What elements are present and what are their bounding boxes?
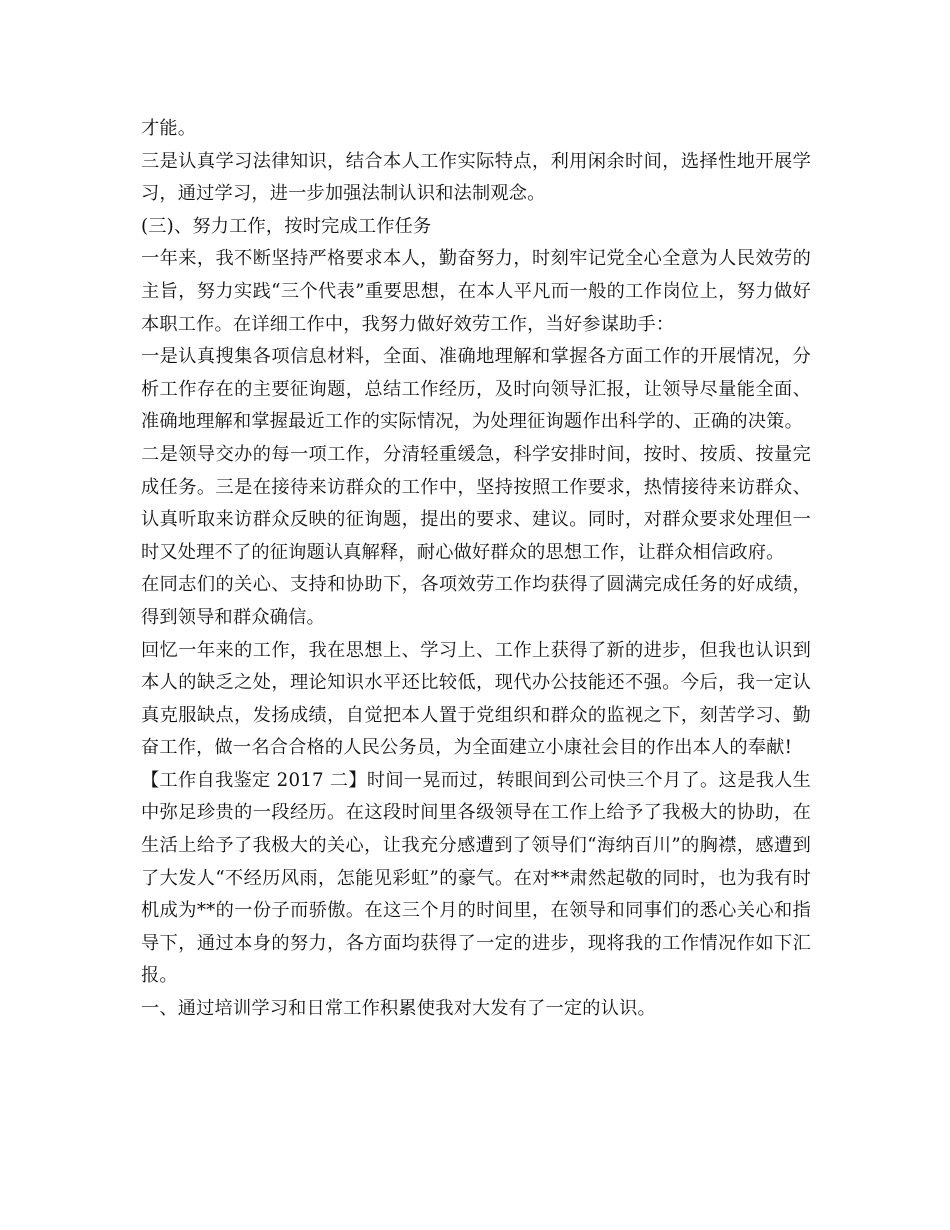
paragraph-9: 【工作自我鉴定 2017 二】时间一晃而过，转眼间到公司快三个月了。这是我人生中弥足珍贵的一段经历。在这段时间里各级领导在工作上给予了我极大的协助，在生活上给予了我极大的关心，让我充分感遭到了领导们“海纳百川”的胸襟，感遭到了大发人“不经历风雨，怎能见彩虹”的豪气。在对**肃然起敬的同时，也为我有时机成为**的一份子而骄傲。在这三个月的时间里，在领导和同事们的悉心关心和指导下，通过本身的努力，各方面均获得了一定的进步，现将我的工作情况作如下汇报。 — [141, 769, 811, 987]
paragraph-3-heading: (三)、努力工作，按时完成工作任务 — [141, 215, 432, 237]
document-body — [141, 113, 811, 1026]
paragraph-7: 在同志们的关心、支持和协助下，各项效劳工作均获得了圆满完成任务的好成绩，得到领导和群众确信。 — [141, 574, 811, 628]
paragraph-1: 才能。 — [141, 118, 197, 139]
paragraph-5: 一是认真搜集各项信息材料，全面、准确地理解和掌握各方面工作的开展情况，分析工作存在的主要征询题，总结工作经历，及时向领导汇报，让领导尽量能全面、准确地理解和掌握最近工作的实际情况，为处理征询题作出科学的、正确的决策。 — [141, 346, 811, 433]
paragraph-4: 一年来，我不断坚持严格要求本人，勤奋努力，时刻牢记党全心全意为人民效劳的主旨，努力实践“三个代表”重要思想，在本人平凡而一般的工作岗位上，努力做好本职工作。在详细工作中，我努力做好效劳工作，当好参谋助手： — [141, 248, 811, 335]
paragraph-2: 三是认真学习法律知识，结合本人工作实际特点，利用闲余时间，选择性地开展学习，通过学习，进一步加强法制认识和法制观念。 — [141, 150, 811, 205]
paragraph-6: 二是领导交办的每一项工作，分清轻重缓急，科学安排时间，按时、按质、按量完成任务。三是在接待来访群众的工作中，坚持按照工作要求，热情接待来访群众、认真听取来访群众反映的征询题，提出的要求、建议。同时，对群众要求处理但一时又处理不了的征询题认真解释，耐心做好群众的思想工作，让群众相信政府。 — [141, 443, 811, 563]
paragraph-8: 回忆一年来的工作，我在思想上、学习上、工作上获得了新的进步，但我也认识到本人的缺乏之处，理论知识水平还比较低，现代办公技能还不强。今后，我一定认真克服缺点，发扬成绩，自觉把本人置于党组织和群众的监视之下，刻苦学习、勤奋工作，做一名合合格的人民公务员，为全面建立小康社会目的作出本人的奉献! — [141, 639, 811, 759]
paragraph-10: 一、通过培训学习和日常工作积累使我对大发有了一定的认识。 — [141, 998, 656, 1020]
